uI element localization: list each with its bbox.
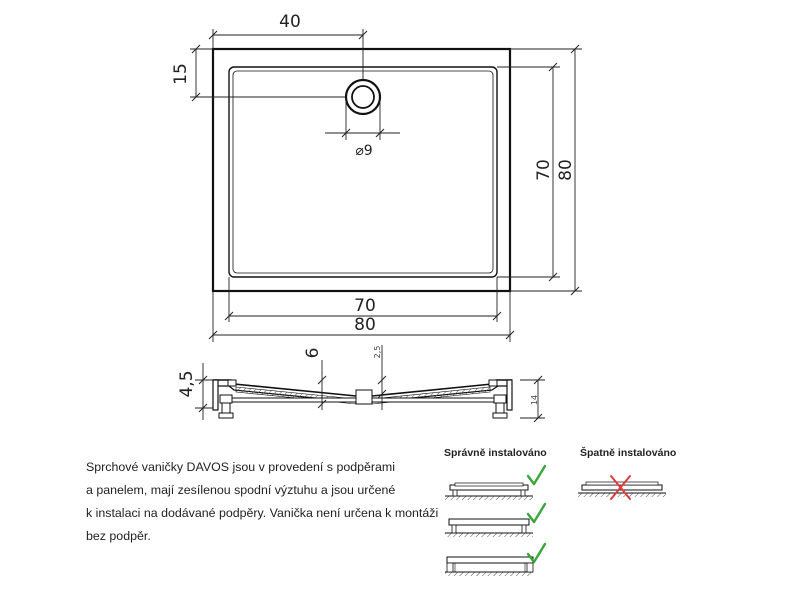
correct-install-label: Správně instalováno <box>444 447 547 459</box>
dim-drain-label: ⌀9 <box>355 143 373 159</box>
dim-outer-height-label: 80 <box>556 159 576 181</box>
dim-section-height-label: 4,5 <box>177 370 197 398</box>
correct-install-3 <box>445 557 533 576</box>
dim-inner-width-label: 70 <box>354 296 376 316</box>
check-icon <box>528 544 545 562</box>
correct-install-1 <box>445 483 533 500</box>
dim-section-slope-label: 2,5 <box>373 345 382 359</box>
description-line: Sprchové vaničky DAVOS jsou v provedení s podpěrami <box>86 460 395 474</box>
dim-outer-width-label: 80 <box>354 315 376 335</box>
plan-view <box>213 49 510 291</box>
section-view <box>213 380 512 418</box>
drain-inner-circle <box>352 86 374 108</box>
check-icon <box>528 504 545 522</box>
dim-left-label: 15 <box>171 63 191 85</box>
description-line: bez podpěr. <box>86 529 151 543</box>
description-line: a panelem, mají zesílenou spodní výztuhu a jsou určené <box>86 483 396 497</box>
dim-inner-height-label: 70 <box>534 159 554 181</box>
check-icon <box>528 466 545 484</box>
dim-section-side-label: 14 <box>530 394 539 406</box>
correct-install-2 <box>445 519 533 537</box>
description-text <box>86 456 439 548</box>
dim-section-depth-label: 6 <box>303 347 323 359</box>
dim-top-label: 40 <box>279 12 301 32</box>
wrong-install-label: Špatně instalováno <box>580 447 677 459</box>
description-line: k instalaci na dodávané podpěry. Vanička není určena k montáži <box>86 506 439 520</box>
